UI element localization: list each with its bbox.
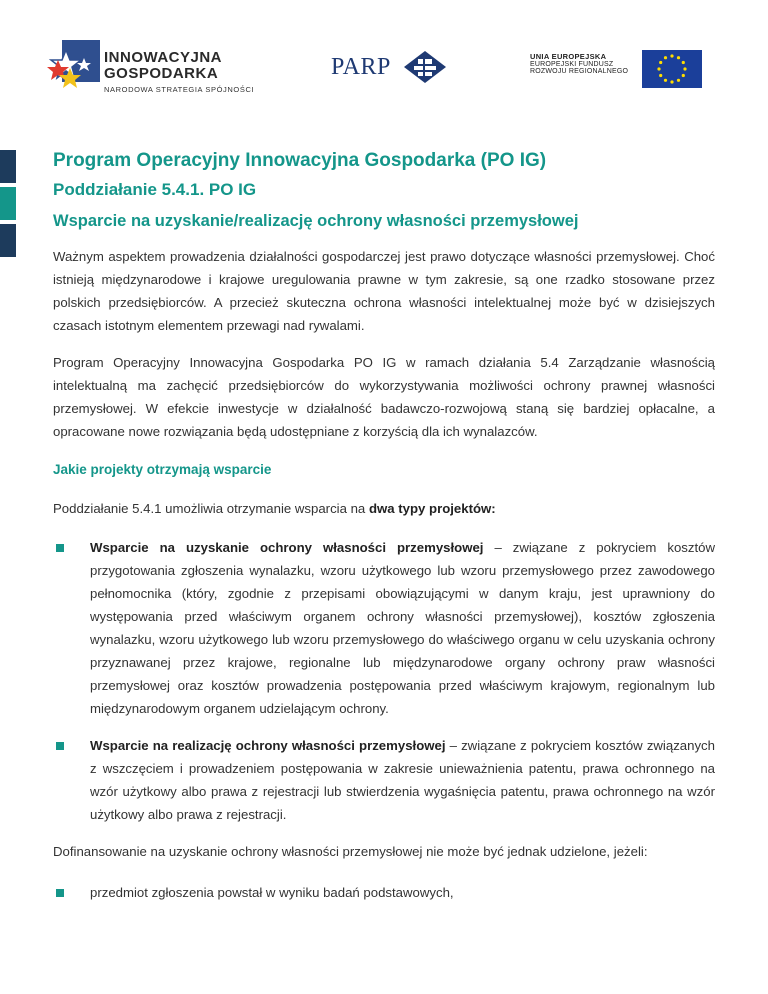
bullet-bold-text: Wsparcie na realizację ochrony własności przemysłowej [90, 738, 446, 753]
paragraph-types-bold: dwa typy projektów: [368, 501, 496, 516]
innowacyjna-gospodarka-logo [44, 36, 264, 100]
bullet-text: – związane z pokryciem kosztów przygotowania zgłoszenia wynalazku, wzoru użytkowego lub wzoru przemysłowego przez zawodowego pełnomocnika (który, zgodnie z przepisami obowiązującymi w danym kraju, jest uprawniony do występowania przed właściwym organem ochrony własności przemysłowej), kosztów zgłoszenia wynalazku, wzoru użytkowego lub wzoru przemysłowego do właściwego organu w celu uzyskania ochrony przyznawanej przez krajowe, regionalne lub międzynarodowe organy ochrony praw własności przemysłowej oraz kosztów prowadzenia postępowania przed właściwym krajowym, regionalnym lub międzynarodowym organem udzielającym ochrony. [90, 540, 715, 716]
eu-logo-line2: EUROPEJSKI FUNDUSZ [530, 61, 614, 68]
ig-logo-line3: NARODOWA STRATEGIA SPÓJNOŚCI [104, 85, 255, 94]
bullet-square-icon [56, 544, 64, 552]
paragraph-types [53, 497, 715, 520]
page-title: Program Operacyjny Innowacyjna Gospodarka (PO IG) [53, 150, 547, 171]
ig-logo-line1: INNOWACYJNA [104, 49, 223, 66]
side-block-navy-2 [0, 224, 16, 257]
eu-logo [530, 50, 710, 90]
paragraph-types-prefix: Poddziałanie 5.4.1 umożliwia otrzymanie wsparcia na [53, 501, 369, 516]
title-block [53, 148, 733, 233]
side-block-navy [0, 150, 16, 183]
paragraph-intro: Ważnym aspektem prowadzenia działalności gospodarczej jest prawo dotyczące własności przemysłowej. Choć istnieją międzynarodowe i krajowe uregulowania prawne w tym zakresie, są one rzadko stosowane przez polskich przedsiębiorców. A przecież skuteczna ochrona własności intelektualnej może być w dzisiejszych czasach istotnym elementem przewagi nad rywalami. [53, 249, 715, 333]
list-item [53, 536, 715, 720]
bullet-square-icon [56, 889, 64, 897]
ig-logo-line2: GOSPODARKA [104, 65, 219, 82]
paragraph-exclusions: Dofinansowanie na uzyskanie ochrony własności przemysłowej nie może być jednak udzielone, jeżeli: [53, 844, 648, 859]
side-block-teal [0, 187, 16, 220]
eu-logo-line1: UNIA EUROPEJSKA [530, 52, 607, 61]
bullet-square-icon [56, 742, 64, 750]
paragraph-program: Program Operacyjny Innowacyjna Gospodarka PO IG w ramach działania 5.4 Zarządzanie własnością intelektualną ma zachęcić przedsiębiorców do wykorzystywania możliwości ochrony prawnej własności przemysłowej. W efekcie inwestycje w działalność badawczo-rozwojową staną się bardziej opłacalne, a opracowane nowe rozwiązania będą udostępniane z korzyścią dla ich wynalazców. [53, 355, 715, 439]
bullet-text: – związane z pokryciem kosztów związanych z wszczęciem i prowadzeniem postępowania w zakresie unieważnienia patentu, prawa ochronnego na wzór użytkowy albo prawa z rejestracji lub stwierdzenia wygaśnięcia patentu, prawa ochronnego na wzór użytkowy albo prawa z rejestracji. [90, 738, 715, 822]
bullet-bold-text: Wsparcie na uzyskanie ochrony własności przemysłowej [90, 540, 484, 555]
parp-logo-text: PARP [331, 54, 391, 80]
page-subtitle: Poddziałanie 5.4.1. PO IG [53, 180, 257, 199]
side-color-blocks [0, 150, 16, 257]
section-title: Wsparcie na uzyskanie/realizację ochrony własności przemysłowej [53, 212, 579, 230]
document-body [53, 245, 715, 918]
eu-logo-line3: ROZWOJU REGIONALNEGO [530, 68, 629, 75]
page-header [0, 0, 768, 110]
list-item [53, 881, 715, 904]
list-item [53, 734, 715, 826]
bullet-text: przedmiot zgłoszenia powstał w wyniku badań podstawowych, [90, 885, 454, 900]
eu-flag-icon [642, 50, 702, 88]
ig-star-logo-icon [44, 38, 102, 96]
parp-diamond-icon [403, 50, 447, 84]
subheading-projects: Jakie projekty otrzymają wsparcie [53, 462, 272, 477]
